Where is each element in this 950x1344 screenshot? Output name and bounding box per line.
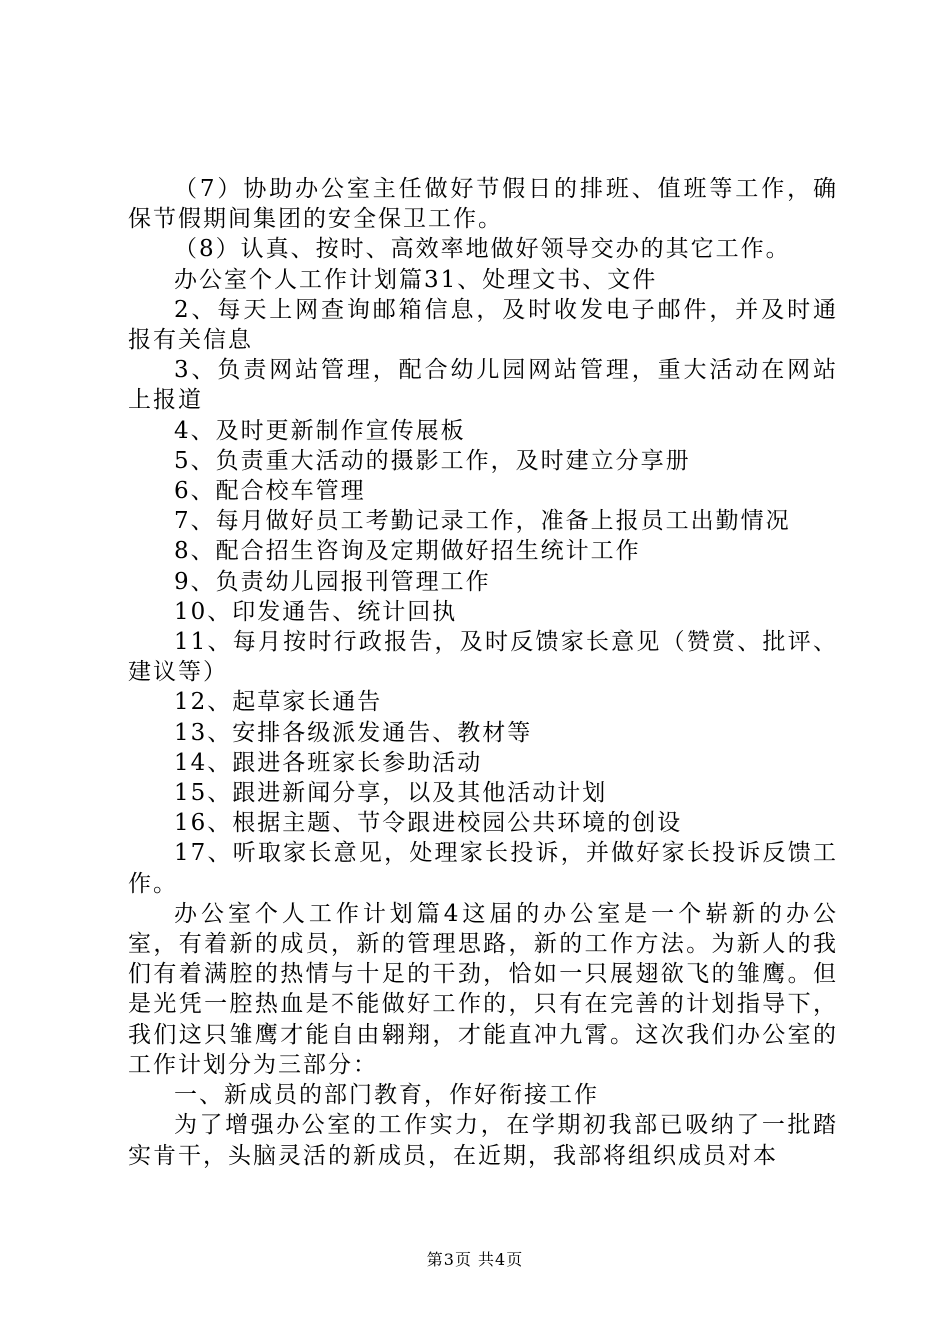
document-body: [128, 174, 838, 1171]
paragraph: 10、印发通告、统计回执: [174, 598, 458, 625]
paragraph: 15、跟进新闻分享，以及其他活动计划: [174, 780, 608, 807]
paragraph: 6、配合校车管理: [174, 478, 366, 505]
paragraph: 办公室个人工作计划篇4这届的办公室是一个崭新的办公室，有着新的成员，新的管理思路，新的工作方法。为新人的我们有着满腔的热情与十足的干劲，恰如一只展翅欲飞的雏鹰。但是光凭一腔热血是不能做好工作的，只有在完善的计划指导下，我们这只雏鹰才能自由翱翔，才能直冲九霄。这次我们办公室的工作计划分为三部分：: [128, 900, 838, 1078]
paragraph: 办公室个人工作计划篇31、处理文书、文件: [174, 266, 658, 293]
paragraph: （7）协助办公室主任做好节假日的排班、值班等工作，确保节假期间集团的安全保卫工作。: [128, 176, 838, 233]
page-footer: 第3页 共4页: [426, 1250, 524, 1269]
paragraph: 14、跟进各班家长参助活动: [174, 749, 483, 776]
paragraph: 一、新成员的部门教育，作好衔接工作: [174, 1082, 599, 1109]
paragraph: （8）认真、按时、高效率地做好领导交办的其它工作。: [174, 236, 791, 263]
paragraph: 9、负责幼儿园报刊管理工作: [174, 568, 491, 595]
paragraph: 12、起草家长通告: [174, 689, 383, 716]
paragraph: 11、每月按时行政报告，及时反馈家长意见（赞赏、批评、建议等）: [128, 629, 838, 686]
paragraph: 16、根据主题、节令跟进校园公共环境的创设: [174, 810, 683, 837]
paragraph: 17、听取家长意见，处理家长投诉，并做好家长投诉反馈工作。: [128, 840, 838, 897]
paragraph: 7、每月做好员工考勤记录工作，准备上报员工出勤情况: [174, 508, 791, 535]
paragraph: 5、负责重大活动的摄影工作，及时建立分享册: [174, 447, 691, 474]
paragraph: 为了增强办公室的工作实力，在学期初我部已吸纳了一批踏实肯干，头脑灵活的新成员，在近期，我部将组织成员对本: [128, 1112, 838, 1169]
paragraph: 4、及时更新制作宣传展板: [174, 417, 466, 444]
paragraph: 3、负责网站管理，配合幼儿园网站管理，重大活动在网站上报道: [128, 357, 838, 414]
paragraph: 8、配合招生咨询及定期做好招生统计工作: [174, 538, 641, 565]
paragraph: 13、安排各级派发通告、教材等: [174, 719, 533, 746]
paragraph: 2、每天上网查询邮箱信息，及时收发电子邮件，并及时通报有关信息: [128, 296, 838, 354]
